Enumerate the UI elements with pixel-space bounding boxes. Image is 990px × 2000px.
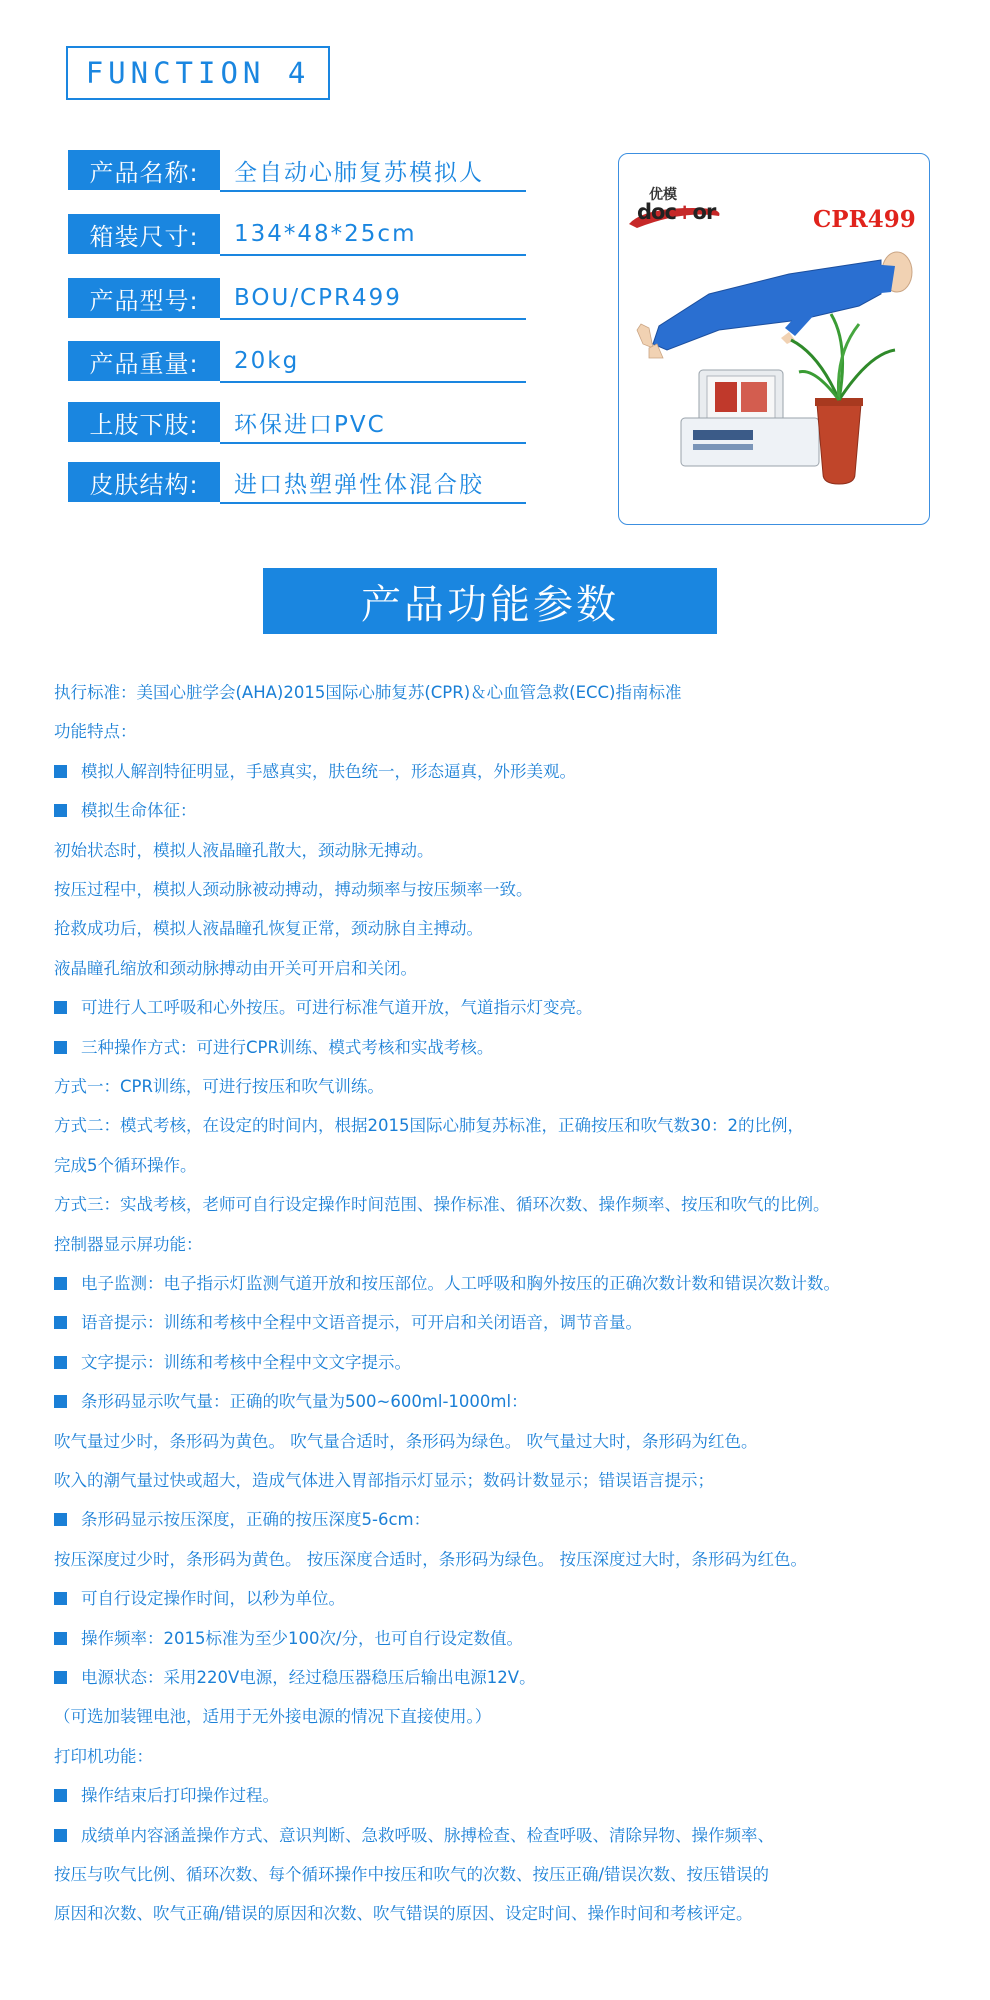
text-line [54, 879, 980, 901]
spec-value: BOU/CPR499 [234, 285, 402, 311]
line-text: 完成5个循环操作。 [54, 1155, 197, 1175]
bullet-line [54, 800, 980, 822]
bullet-line [54, 1352, 980, 1374]
square-bullet-icon [54, 1829, 67, 1842]
spec-row-model [68, 278, 526, 320]
spec-underline [220, 190, 526, 192]
line-text: 条形码显示吹气量：正确的吹气量为500~600ml-1000ml： [81, 1392, 528, 1412]
spec-underline [220, 442, 526, 444]
text-line [54, 1903, 980, 1925]
line-text: 执行标准：美国心脏学会(AHA)2015国际心肺复苏(CPR)＆心血管急救(ECC)指南标准 [54, 683, 682, 702]
text-line [54, 918, 980, 940]
line-text: 操作结束后打印操作过程。 [81, 1786, 279, 1806]
text-line [54, 1155, 980, 1177]
text-line [54, 1431, 980, 1453]
line-text: 方式二：模式考核，在设定的时间内，根据2015国际心肺复苏标准，正确按压和吹气数30：2的比例， [54, 1116, 804, 1136]
spec-value: 全自动心肺复苏模拟人 [234, 159, 484, 186]
text-line [54, 1549, 980, 1571]
line-text: 操作频率：2015标准为至少100次/分，也可自行设定数值。 [81, 1628, 524, 1648]
bullet-line [54, 1825, 980, 1847]
spec-underline [220, 254, 526, 256]
line-text: 液晶瞳孔缩放和颈动脉搏动由开关可开启和关闭。 [54, 958, 417, 978]
line-text: （可选加装锂电池，适用于无外接电源的情况下直接使用。） [54, 1707, 492, 1727]
bullet-line [54, 1312, 980, 1334]
line-text: 原因和次数、吹气正确/错误的原因和次数、吹气错误的原因、设定时间、操作时间和考核评定。 [54, 1904, 753, 1924]
bullet-line [54, 761, 980, 783]
text-line [54, 1864, 980, 1886]
logo-en-part: or [692, 200, 716, 224]
function-label: FUNCTION 4 [66, 46, 330, 100]
bullet-line [54, 1628, 980, 1650]
line-text: 方式三：实战考核，老师可自行设定操作时间范围、操作标准、循环次数、操作频率、按压和吹气的比例。 [54, 1195, 830, 1215]
line-text: 吹入的潮气量过快或超大，造成气体进入胃部指示灯显示；数码计数显示；错误语言提示； [54, 1471, 714, 1490]
text-line [54, 1746, 980, 1768]
spec-underline [220, 502, 526, 504]
text-line [54, 1076, 980, 1098]
square-bullet-icon [54, 1592, 67, 1605]
square-bullet-icon [54, 1789, 67, 1802]
bullet-line [54, 1588, 980, 1610]
line-text: 成绩单内容涵盖操作方式、意识判断、急救呼吸、脉搏检查、检查呼吸、清除异物、操作频率、 [81, 1825, 774, 1845]
bullet-line [54, 1391, 980, 1413]
line-text: 方式一：CPR训练，可进行按压和吹气训练。 [54, 1077, 384, 1096]
line-text: 语音提示：训练和考核中全程中文语音提示，可开启和关闭语音，调节音量。 [81, 1313, 642, 1333]
spec-value: 环保进口PVC [234, 411, 386, 438]
text-line [54, 1706, 980, 1728]
line-text: 控制器显示屏功能： [54, 1234, 203, 1254]
bullet-line [54, 1509, 980, 1531]
line-text: 可自行设定操作时间，以秒为单位。 [81, 1589, 345, 1609]
spec-label: 产品型号: [68, 278, 220, 318]
logo-en-part: doc [637, 200, 676, 224]
line-text: 电源状态：采用220V电源，经过稳压器稳压后输出电源12V。 [81, 1668, 536, 1687]
text-line [54, 1194, 980, 1216]
square-bullet-icon [54, 1513, 67, 1526]
square-bullet-icon [54, 1632, 67, 1645]
square-bullet-icon [54, 1316, 67, 1329]
bullet-line [54, 1037, 980, 1059]
square-bullet-icon [54, 1277, 67, 1290]
bullet-line [54, 1785, 980, 1807]
square-bullet-icon [54, 804, 67, 817]
line-text: 按压与吹气比例、循环次数、每个循环操作中按压和吹气的次数、按压正确/错误次数、按压错误的 [54, 1865, 770, 1884]
square-bullet-icon [54, 1041, 67, 1054]
line-text: 初始状态时，模拟人液晶瞳孔散大，颈动脉无搏动。 [54, 840, 434, 860]
section-title: 产品功能参数 [263, 568, 717, 634]
bullet-line [54, 997, 980, 1019]
square-bullet-icon [54, 1395, 67, 1408]
spec-underline [220, 381, 526, 383]
spec-label: 箱装尺寸: [68, 214, 220, 254]
spec-label: 皮肤结构: [68, 462, 220, 502]
product-image-card [618, 153, 930, 525]
line-text: 抢救成功后，模拟人液晶瞳孔恢复正常，颈动脉自主搏动。 [54, 919, 483, 939]
square-bullet-icon [54, 1671, 67, 1684]
text-line [54, 1470, 980, 1492]
cpr-manikin-illustration [619, 154, 931, 526]
spec-label: 产品重量: [68, 341, 220, 381]
model-label: CPR499 [813, 206, 916, 233]
logo-cn-text: 优模 [649, 187, 677, 203]
line-text: 模拟生命体征： [81, 801, 197, 821]
spec-value: 20kg [234, 348, 300, 374]
bullet-line [54, 1273, 980, 1295]
text-line [54, 682, 980, 704]
spec-value: 134*48*25cm [234, 221, 417, 247]
text-line [54, 840, 980, 862]
spec-row-name [68, 150, 526, 192]
line-text: 电子监测：电子指示灯监测气道开放和按压部位。人工呼吸和胸外按压的正确次数计数和错误次数计数。 [81, 1274, 840, 1293]
spec-row-weight [68, 341, 526, 383]
text-line [54, 1234, 980, 1256]
line-text: 模拟人解剖特征明显，手感真实，肤色统一，形态逼真，外形美观。 [81, 761, 576, 781]
spec-row-skin [68, 462, 526, 504]
text-line [54, 721, 980, 743]
square-bullet-icon [54, 1356, 67, 1369]
line-text: 按压过程中，模拟人颈动脉被动搏动，搏动频率与按压频率一致。 [54, 880, 533, 899]
line-text: 可进行人工呼吸和心外按压。可进行标准气道开放，气道指示灯变亮。 [81, 998, 593, 1018]
logo-en-plus: + [675, 200, 693, 224]
line-text: 三种操作方式：可进行CPR训练、模式考核和实战考核。 [81, 1037, 494, 1057]
spec-value: 进口热塑弹性体混合胶 [234, 471, 484, 498]
line-text: 功能特点： [54, 722, 137, 742]
spec-label: 上肢下肢: [68, 402, 220, 442]
spec-row-size [68, 214, 526, 256]
bullet-line [54, 1667, 980, 1689]
line-text: 吹气量过少时，条形码为黄色。 吹气量合适时，条形码为绿色。 吹气量过大时，条形码为红色。 [54, 1431, 758, 1451]
line-text: 条形码显示按压深度，正确的按压深度5-6cm： [81, 1510, 431, 1530]
line-text: 按压深度过少时，条形码为黄色。 按压深度合适时，条形码为绿色。 按压深度过大时，条形码为红色。 [54, 1549, 807, 1569]
text-line [54, 1115, 980, 1137]
spec-underline [220, 318, 526, 320]
spec-row-limbs [68, 402, 526, 444]
line-text: 打印机功能： [54, 1746, 153, 1766]
square-bullet-icon [54, 765, 67, 778]
text-line [54, 958, 980, 980]
square-bullet-icon [54, 1001, 67, 1014]
spec-label: 产品名称: [68, 150, 220, 190]
line-text: 文字提示：训练和考核中全程中文文字提示。 [81, 1352, 411, 1372]
